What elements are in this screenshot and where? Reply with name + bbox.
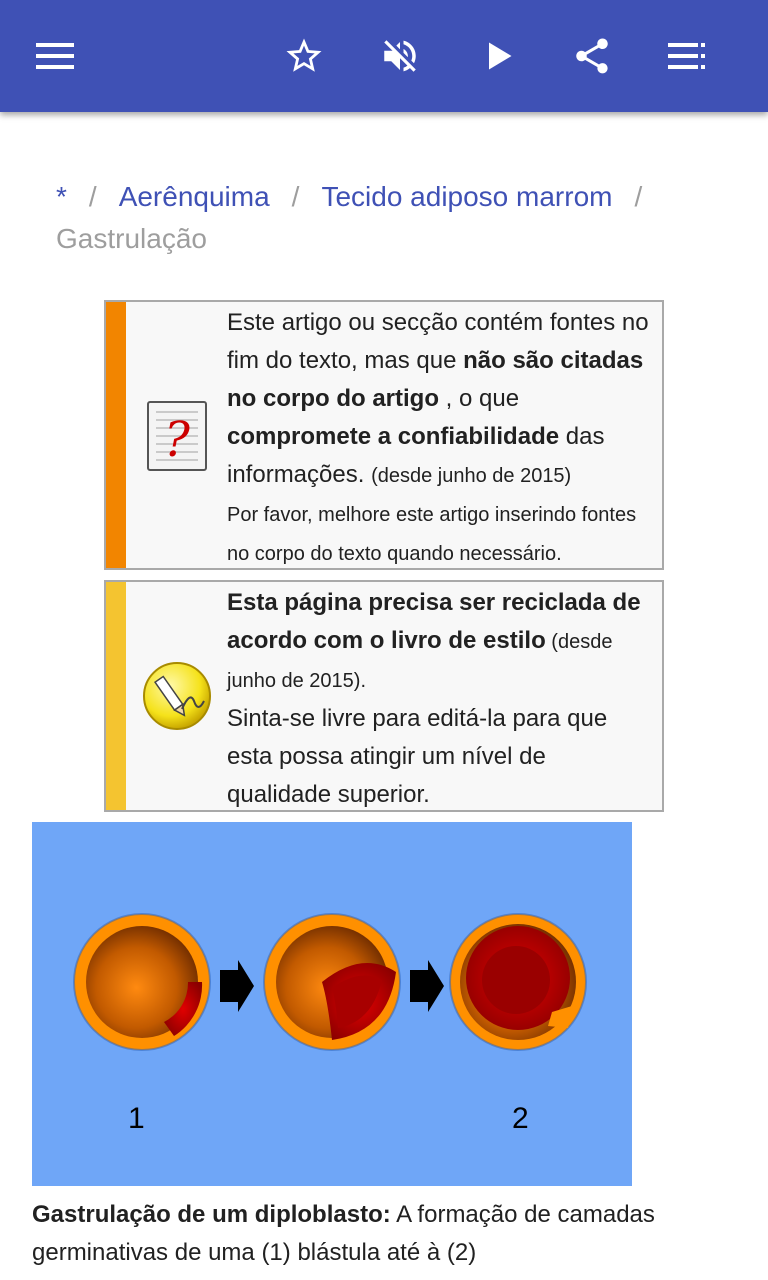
notice-stripe bbox=[106, 302, 126, 568]
notice-stripe bbox=[106, 582, 126, 810]
share-icon[interactable] bbox=[564, 28, 620, 84]
figure-label-1: 1 bbox=[128, 1102, 145, 1135]
caption-bold: Gastrulação de um diploblasto: bbox=[32, 1201, 391, 1228]
notice-help-text: Por favor, melhore este artigo inserindo fontes no corpo do texto quando necessário. bbox=[227, 504, 637, 565]
question-document-icon bbox=[126, 398, 227, 474]
notice-bold-text: não são citadas no corpo do artigo bbox=[227, 347, 644, 412]
volume-off-icon[interactable] bbox=[372, 28, 428, 84]
figure-label-2: 2 bbox=[512, 1102, 529, 1135]
gastrulation-figure[interactable] bbox=[32, 822, 632, 1186]
notice-date: (desde junho de 2015) bbox=[371, 465, 572, 487]
notice-bold-text: Esta página precisa ser reciclada de acordo com o livro de estilo bbox=[227, 589, 641, 654]
breadcrumb-separator: / bbox=[291, 181, 300, 212]
notice-text bbox=[227, 584, 656, 814]
notice-unreferenced bbox=[104, 300, 664, 570]
notice-text-part: das informações. bbox=[227, 423, 605, 488]
breadcrumb bbox=[56, 176, 716, 260]
gastrulation-illustration bbox=[32, 822, 632, 1186]
hamburger-menu-icon[interactable] bbox=[28, 28, 84, 84]
breadcrumb-separator: / bbox=[88, 181, 97, 212]
play-icon[interactable] bbox=[470, 28, 526, 84]
notice-text-part: Este artigo ou secção contém fontes no fim do texto, mas que bbox=[227, 309, 649, 374]
breadcrumb-link-aerenquima[interactable]: Aerênquima bbox=[118, 181, 270, 212]
notice-date: (desde junho de 2015). bbox=[227, 631, 613, 692]
playlist-icon[interactable] bbox=[660, 28, 716, 84]
breadcrumb-link-tecido-adiposo[interactable]: Tecido adiposo marrom bbox=[321, 181, 613, 212]
breadcrumb-separator: / bbox=[634, 181, 643, 212]
figure-caption bbox=[32, 1196, 732, 1272]
caption-text: A formação de camadas germinativas de uma (1) blástula até à (2) bbox=[32, 1201, 655, 1266]
app-bar bbox=[0, 0, 768, 112]
notice-text-part: , o que bbox=[438, 385, 520, 412]
notice-text-part: Sinta-se livre para editá-la para que esta possa atingir um nível de qualidade superior. bbox=[227, 705, 608, 808]
svg-text:?: ? bbox=[163, 412, 190, 468]
breadcrumb-current: Gastrulação bbox=[56, 223, 207, 254]
notice-bold-text: compromete a confiabilidade bbox=[227, 423, 560, 450]
notice-cleanup bbox=[104, 580, 664, 812]
notice-text bbox=[227, 304, 656, 573]
pencil-cleanup-icon bbox=[126, 660, 227, 732]
bookmark-star-icon[interactable] bbox=[276, 28, 332, 84]
breadcrumb-link-home[interactable]: * bbox=[56, 181, 67, 212]
